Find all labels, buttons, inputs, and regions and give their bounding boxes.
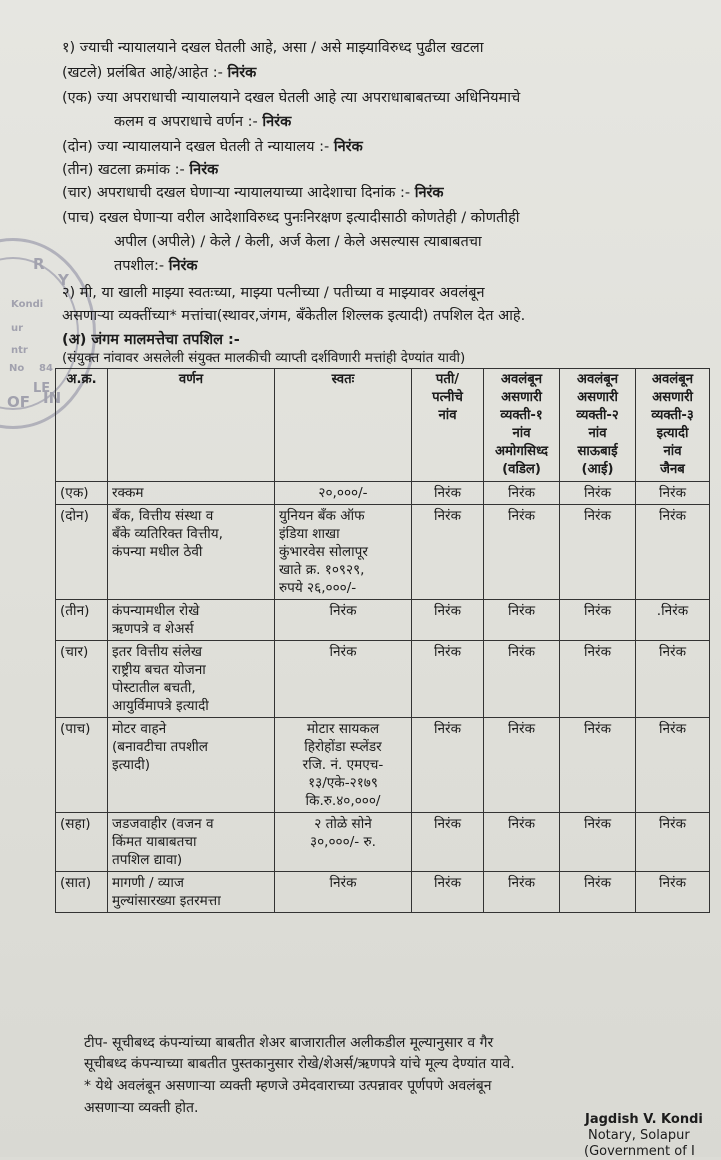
item-four: (चार) अपराधाची दखल घेणाऱ्या न्यायालयाच्या आदेशाचा दिनांक :- निरंक: [62, 185, 444, 201]
row-dep3-value: निरंक: [636, 718, 710, 813]
row-spouse-value: निरंक: [412, 505, 484, 600]
row-description: इतर वित्तीय संलेख राष्ट्रीय बचत योजना पोस्टातील बचती, आयुर्विमापत्रे इत्यादी: [108, 641, 275, 718]
notary-location: Notary, Solapur: [588, 1128, 690, 1143]
header-description: वर्णन: [108, 369, 275, 482]
row-dep1-value: निरंक: [484, 600, 560, 641]
row-description: जडजवाहीर (वजन व किंमत याबाबतचा तपशिल द्यावा): [108, 813, 275, 872]
row-self-value: २ तोळे सोने ३०,०००/- रु.: [275, 813, 412, 872]
row-serial: (सहा): [56, 813, 108, 872]
row-serial: (पाच): [56, 718, 108, 813]
intro-line-1: १) ज्याची न्यायालयाने दखल घेतली आहे, असा / असे माझ्याविरुध्द पुढील खटला: [62, 40, 484, 56]
row-dep3-value: .निरंक: [636, 600, 710, 641]
row-description: बँक, वित्तीय संस्था व बँके व्यतिरिक्त वित्तीय, कंपन्या मधील ठेवी: [108, 505, 275, 600]
row-description: रक्कम: [108, 482, 275, 505]
notary-government: (Government of I: [584, 1144, 695, 1159]
row-description: मोटर वाहने (बनावटीचा तपशील इत्यादी): [108, 718, 275, 813]
row-dep2-value: निरंक: [560, 505, 636, 600]
item-three: (तीन) खटला क्रमांक :- निरंक: [62, 162, 219, 178]
row-dep3-value: निरंक: [636, 482, 710, 505]
row-dep3-value: निरंक: [636, 813, 710, 872]
row-spouse-value: निरंक: [412, 872, 484, 913]
row-spouse-value: निरंक: [412, 813, 484, 872]
row-dep3-value: निरंक: [636, 505, 710, 600]
table-row: [56, 482, 710, 505]
movable-assets-heading: (अ) जंगम मालमत्तेचा तपशिल :-: [62, 332, 240, 348]
notary-name: Jagdish V. Kondi: [585, 1112, 703, 1127]
row-self-value: २०,०००/-: [275, 482, 412, 505]
section2-line-1: २) मी, या खाली माझ्या स्वतःच्या, माझ्या पत्नीच्या / पतीच्या व माझ्यावर अवलंबून: [62, 285, 485, 301]
table-row: [56, 505, 710, 600]
table-row: [56, 718, 710, 813]
item-two: (दोन) ज्या न्यायालयाने दखल घेतली ते न्यायालय :- निरंक: [62, 139, 363, 155]
table-row: [56, 872, 710, 913]
notary-seal: R Y Kondi ur ntr No 84 LE OF IN: [0, 238, 96, 429]
row-serial: (चार): [56, 641, 108, 718]
row-spouse-value: निरंक: [412, 718, 484, 813]
row-dep1-value: निरंक: [484, 813, 560, 872]
table-header-row: [56, 369, 710, 482]
footnote-tip-line-2: सूचीबध्द कंपन्याच्या बाबतीत पुस्तकानुसार रोखे/शेअर्स/ऋणपत्रे यांचे मूल्य देण्यांत यावे.: [84, 1056, 515, 1072]
table-row: [56, 641, 710, 718]
row-serial: (दोन): [56, 505, 108, 600]
table-row: [56, 813, 710, 872]
footnote-tip-line-1: टीप- सूचीबध्द कंपन्यांच्या बाबतीत शेअर बाजारातील अलीकडील मूल्यानुसार व गैर: [84, 1035, 494, 1051]
movable-assets-table: [55, 368, 710, 913]
header-serial: अ.क्र.: [56, 369, 108, 482]
row-spouse-value: निरंक: [412, 482, 484, 505]
row-dep2-value: निरंक: [560, 600, 636, 641]
row-serial: (सात): [56, 872, 108, 913]
intro-value: निरंक: [227, 65, 257, 81]
row-dep3-value: निरंक: [636, 641, 710, 718]
row-dep2-value: निरंक: [560, 813, 636, 872]
row-dep1-value: निरंक: [484, 505, 560, 600]
item-five: (पाच) दखल घेणाऱ्या वरील आदेशाविरुध्द पुनःनिरक्षण इत्यादीसाठी कोणतेही / कोणतीही: [62, 210, 520, 226]
header-dependent-1: अवलंबून असणारी व्यक्ती-१ नांव अमोगसिध्द (वडिल): [484, 369, 560, 482]
item-one: (एक) ज्या अपराधाची न्यायालयाने दखल घेतली आहे त्या अपराधाबाबतच्या अधिनियमाचे: [62, 90, 521, 106]
header-dependent-3: अवलंबून असणारी व्यक्ती-३ इत्यादी नांव जैनब: [636, 369, 710, 482]
item-one-cont: कलम व अपराधाचे वर्णन :- निरंक: [114, 114, 292, 130]
row-spouse-value: निरंक: [412, 641, 484, 718]
header-dependent-2: अवलंबून असणारी व्यक्ती-२ नांव साऊबाई (आई): [560, 369, 636, 482]
row-dep1-value: निरंक: [484, 718, 560, 813]
row-self-value: मोटार सायकल हिरोहोंडा स्प्लेंडर रजि. नं. एमएच- १३/एके-२१७९ कि.रु.४०,०००/: [275, 718, 412, 813]
footnote-star-line-2: असणाऱ्या व्यक्ती होत.: [84, 1100, 199, 1116]
row-self-value: निरंक: [275, 641, 412, 718]
row-description: मागणी / व्याज मुल्यांसारख्या इतरमत्ता: [108, 872, 275, 913]
table-row: [56, 600, 710, 641]
item-five-cont: अपील (अपीले) / केले / केली, अर्ज केला / केले असल्यास त्याबाबतचा: [114, 234, 482, 250]
row-serial: (तीन): [56, 600, 108, 641]
row-dep1-value: निरंक: [484, 482, 560, 505]
row-serial: (एक): [56, 482, 108, 505]
row-dep2-value: निरंक: [560, 641, 636, 718]
row-dep1-value: निरंक: [484, 872, 560, 913]
row-self-value: निरंक: [275, 600, 412, 641]
row-self-value: युनियन बँक ऑफ इंडिया शाखा कुंभारवेस सोलापूर खाते क्र. १०९२९, रुपये २६,०००/-: [275, 505, 412, 600]
header-spouse: पती/ पत्नीचे नांव: [412, 369, 484, 482]
row-dep1-value: निरंक: [484, 641, 560, 718]
intro-line-2: (खटले) प्रलंबित आहे/आहेत :- निरंक: [62, 65, 257, 81]
row-spouse-value: निरंक: [412, 600, 484, 641]
joint-ownership-note: (संयुक्त नांवावर असलेली संयुक्त मालकीची व्याप्ती दर्शविणारी मत्तांही देण्यांत यावी): [62, 350, 466, 366]
row-dep2-value: निरंक: [560, 872, 636, 913]
section2-line-2: असणाऱ्या व्यक्तींच्या* मत्तांचा(स्थावर,जंगम, बँकेतील शिल्लक इत्यादी) तपशिल देत आहे.: [62, 308, 526, 324]
row-dep3-value: निरंक: [636, 872, 710, 913]
footnote-star-line-1: * येथे अवलंबून असणाऱ्या व्यक्ती म्हणजे उमेदवाराच्या उत्पन्नावर पूर्णपणे अवलंबून: [84, 1078, 492, 1094]
row-dep2-value: निरंक: [560, 482, 636, 505]
row-description: कंपन्यामधील रोखे ऋणपत्रे व शेअर्स: [108, 600, 275, 641]
row-dep2-value: निरंक: [560, 718, 636, 813]
header-self: स्वतः: [275, 369, 412, 482]
row-self-value: निरंक: [275, 872, 412, 913]
item-five-detail: तपशील:- निरंक: [114, 258, 198, 274]
